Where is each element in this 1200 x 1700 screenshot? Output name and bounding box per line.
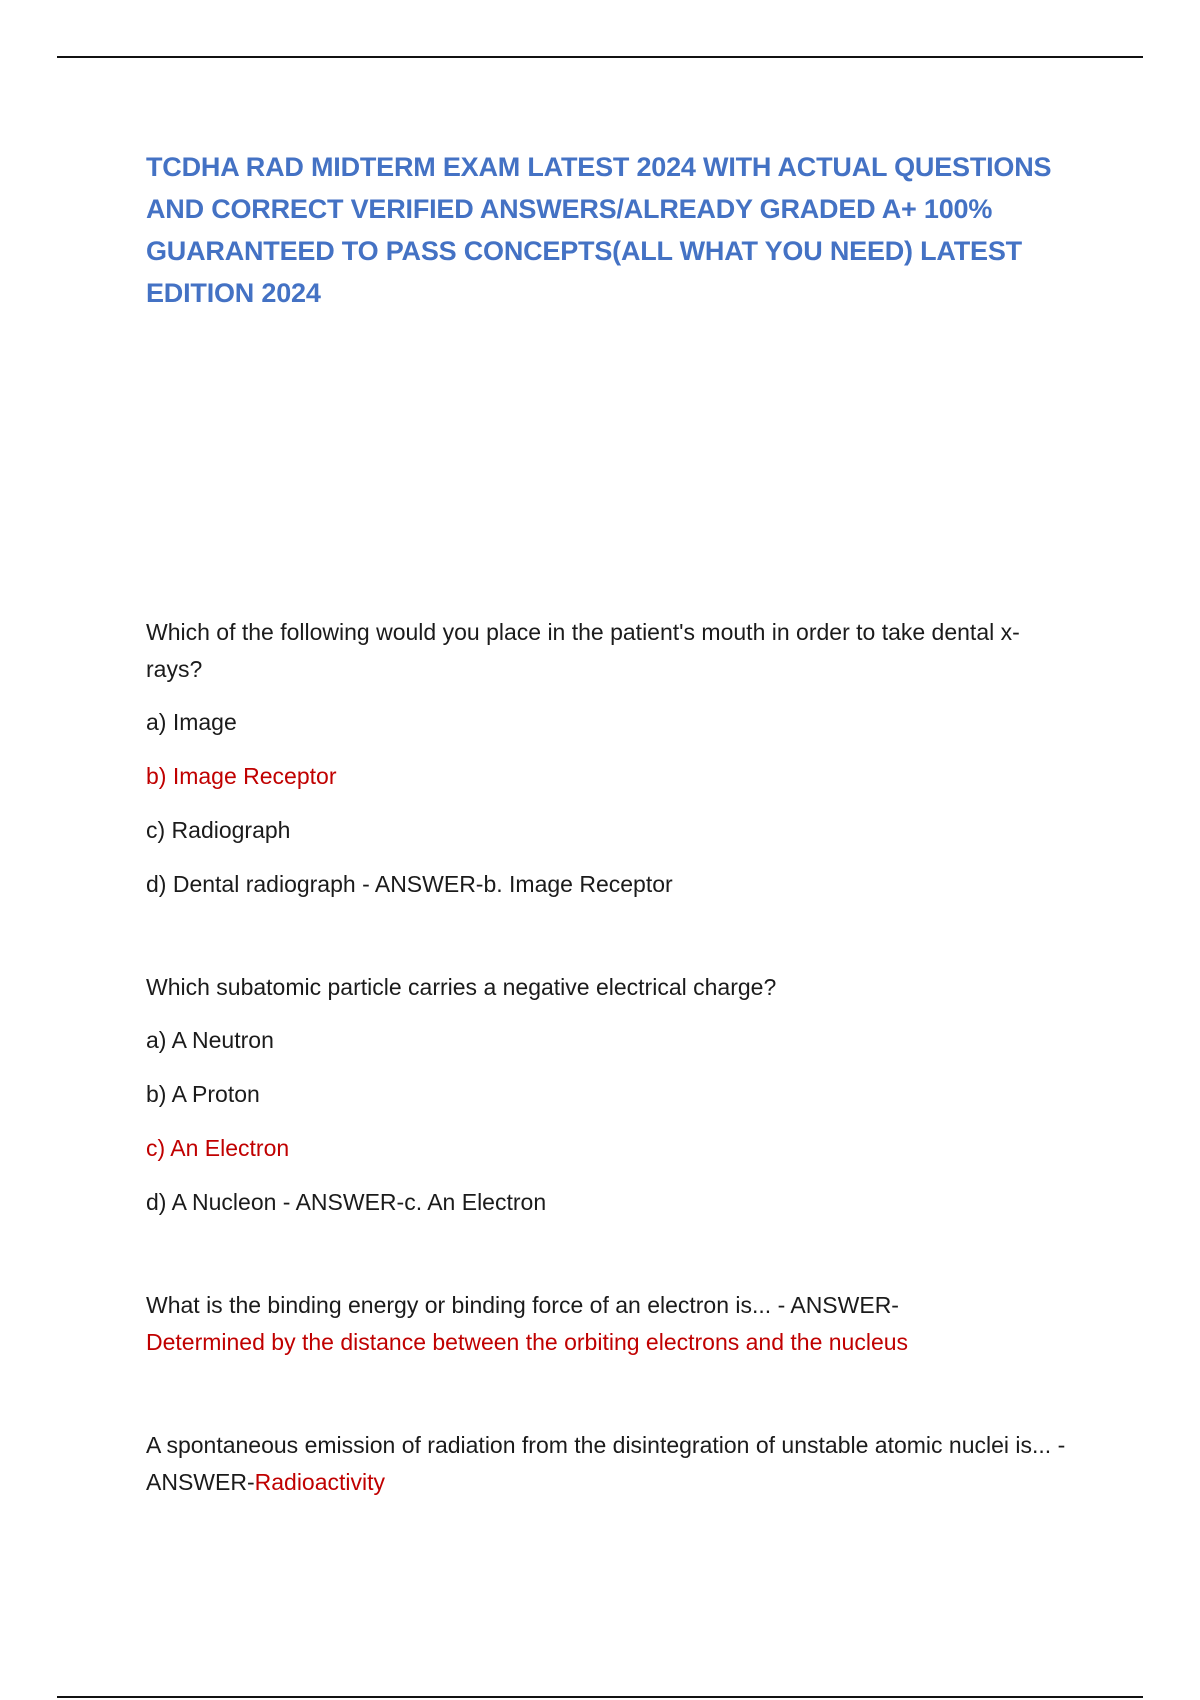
question-2-option-a: a) A Neutron xyxy=(146,1027,274,1053)
question-1-option-a: a) Image xyxy=(146,709,237,735)
question-2-option-b: b) A Proton xyxy=(146,1081,260,1107)
question-4 xyxy=(146,1427,1076,1501)
question-1-stem: Which of the following would you place in the patient's mouth in order to take dental x-rays? xyxy=(146,619,1020,682)
question-4-stem: A spontaneous emission of radiation from the disintegration of unstable atomic nuclei is... - ANSWER- xyxy=(146,1432,1066,1495)
question-4-text xyxy=(146,1427,1076,1501)
question-1 xyxy=(146,614,1076,903)
question-1-option-b-correct: b) Image Receptor xyxy=(146,763,337,789)
question-3-text xyxy=(146,1287,1076,1361)
bottom-rule xyxy=(57,1696,1143,1698)
question-3-stem: What is the binding energy or binding force of an electron is... - ANSWER- xyxy=(146,1292,899,1318)
question-2 xyxy=(146,969,1076,1221)
question-1-option-c: c) Radiograph xyxy=(146,817,291,843)
question-3 xyxy=(146,1287,1076,1361)
question-4-answer: Radioactivity xyxy=(254,1469,386,1495)
question-3-answer: Determined by the distance between the orbiting electrons and the nucleus xyxy=(146,1329,909,1355)
document-body xyxy=(146,146,1076,1501)
top-rule xyxy=(57,56,1143,58)
document-title: TCDHA RAD MIDTERM EXAM LATEST 2024 WITH ACTUAL QUESTIONS AND CORRECT VERIFIED ANSWERS/ALREADY GRADED A+ 100% GUARANTEED TO PASS CONCEPTS(ALL WHAT YOU NEED) LATEST EDITION 2024 xyxy=(146,152,1052,308)
question-2-option-d: d) A Nucleon - ANSWER-c. An Electron xyxy=(146,1189,547,1215)
question-2-option-c-correct: c) An Electron xyxy=(146,1135,290,1161)
question-1-option-d: d) Dental radiograph - ANSWER-b. Image Receptor xyxy=(146,871,673,897)
question-2-stem: Which subatomic particle carries a negative electrical charge? xyxy=(146,974,777,1000)
question-list xyxy=(146,614,1076,1501)
